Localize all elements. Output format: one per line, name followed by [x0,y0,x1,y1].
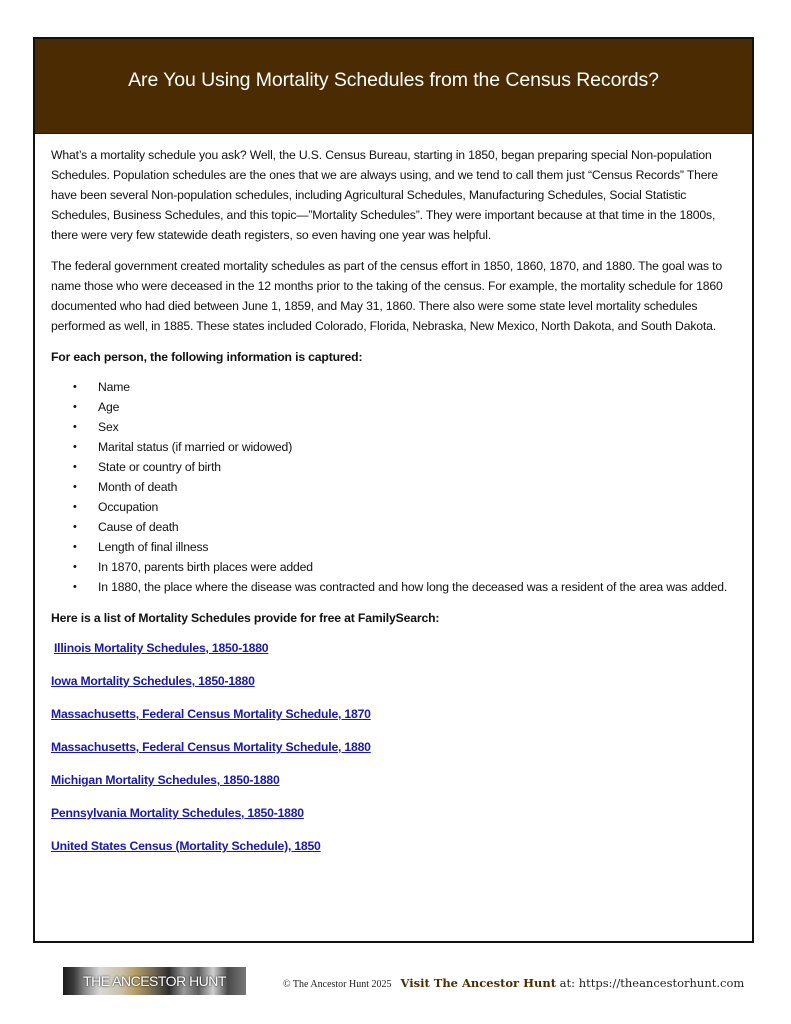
list-item: • Sex [51,417,738,437]
bullet-icon: • [73,581,77,593]
footer-credit [283,974,744,992]
list-item: • Month of death [51,477,738,497]
page-title: Are You Using Mortality Schedules from the Census Records? [128,68,659,91]
links-heading: Here is a list of Mortality Schedules provide for free at FamilySearch: [51,611,440,625]
bullet-icon: • [73,481,77,493]
list-item: • Occupation [51,497,738,517]
link-massachusetts-1870[interactable]: Massachusetts, Federal Census Mortality Schedule, 1870 [51,707,371,721]
site-url[interactable]: at: https://theancestorhunt.com [556,976,745,990]
bullet-icon: • [73,461,77,473]
page-footer [0,967,791,999]
bullet-icon: • [73,421,77,433]
list-item: • Cause of death [51,517,738,537]
list-item: • Age [51,397,738,417]
link-pennsylvania-mortality[interactable]: Pennsylvania Mortality Schedules, 1850-1880 [51,806,304,820]
intro-paragraph: What’s a mortality schedule you ask? Well, the U.S. Census Bureau, starting in 1850, began preparing special Non-population Schedules. Population schedules are the ones that we are always using, and we tend to call them just “Census Records” There have been several Non-population schedules, including Agricultural Schedules, Manufacturing Schedules, Social Statistic Schedules, Business Schedules, and this topic—”Mortality Schedules”. They were important because at that time in the 1800s, there were very few statewide death registers, so even having one year was helpful. [51,148,718,242]
history-paragraph: The federal government created mortality schedules as part of the census effort in 1850, 1860, 1870, and 1880. The goal was to name those who were deceased in the 12 months prior to the taking of the census. For example, the mortality schedule for 1860 documented who had died between June 1, 1859, and May 31, 1860. There also were some state level mortality schedules performed as well, in 1885. These states included Colorado, Florida, Nebraska, New Mexico, North Dakota, and South Dakota. [51,259,723,333]
list-item: • State or country of birth [51,457,738,477]
fields-heading: For each person, the following information is captured: [51,350,363,364]
logo-text: THE ANCESTOR HUNT [83,973,226,989]
list-item: • In 1880, the place where the disease was contracted and how long the deceased was a resident of the area was added. [51,577,738,597]
link-massachusetts-1880[interactable]: Massachusetts, Federal Census Mortality Schedule, 1880 [51,740,371,754]
bullet-icon: • [73,401,77,413]
list-item: • In 1870, parents birth places were added [51,557,738,577]
bullet-icon: • [73,561,77,573]
list-item: • Name [51,377,738,397]
list-item: • Marital status (if married or widowed) [51,437,738,457]
visit-label: Visit The Ancestor Hunt [400,976,557,990]
link-illinois-mortality[interactable]: Illinois Mortality Schedules, 1850-1880 [54,641,269,655]
bullet-icon: • [73,441,77,453]
link-iowa-mortality[interactable]: Iowa Mortality Schedules, 1850-1880 [51,674,255,688]
bullet-icon: • [73,541,77,553]
article-frame [33,37,754,943]
article-body [51,145,738,869]
link-michigan-mortality[interactable]: Michigan Mortality Schedules, 1850-1880 [51,773,280,787]
captured-fields-list [51,377,738,597]
ancestor-hunt-logo [63,967,246,995]
schedule-links-list [51,638,738,856]
copyright-text: © The Ancestor Hunt 2025 [283,979,392,990]
bullet-icon: • [73,381,77,393]
bullet-icon: • [73,521,77,533]
link-us-census-1850[interactable]: United States Census (Mortality Schedule), 1850 [51,839,321,853]
title-banner [35,39,752,134]
bullet-icon: • [73,501,77,513]
list-item: • Length of final illness [51,537,738,557]
